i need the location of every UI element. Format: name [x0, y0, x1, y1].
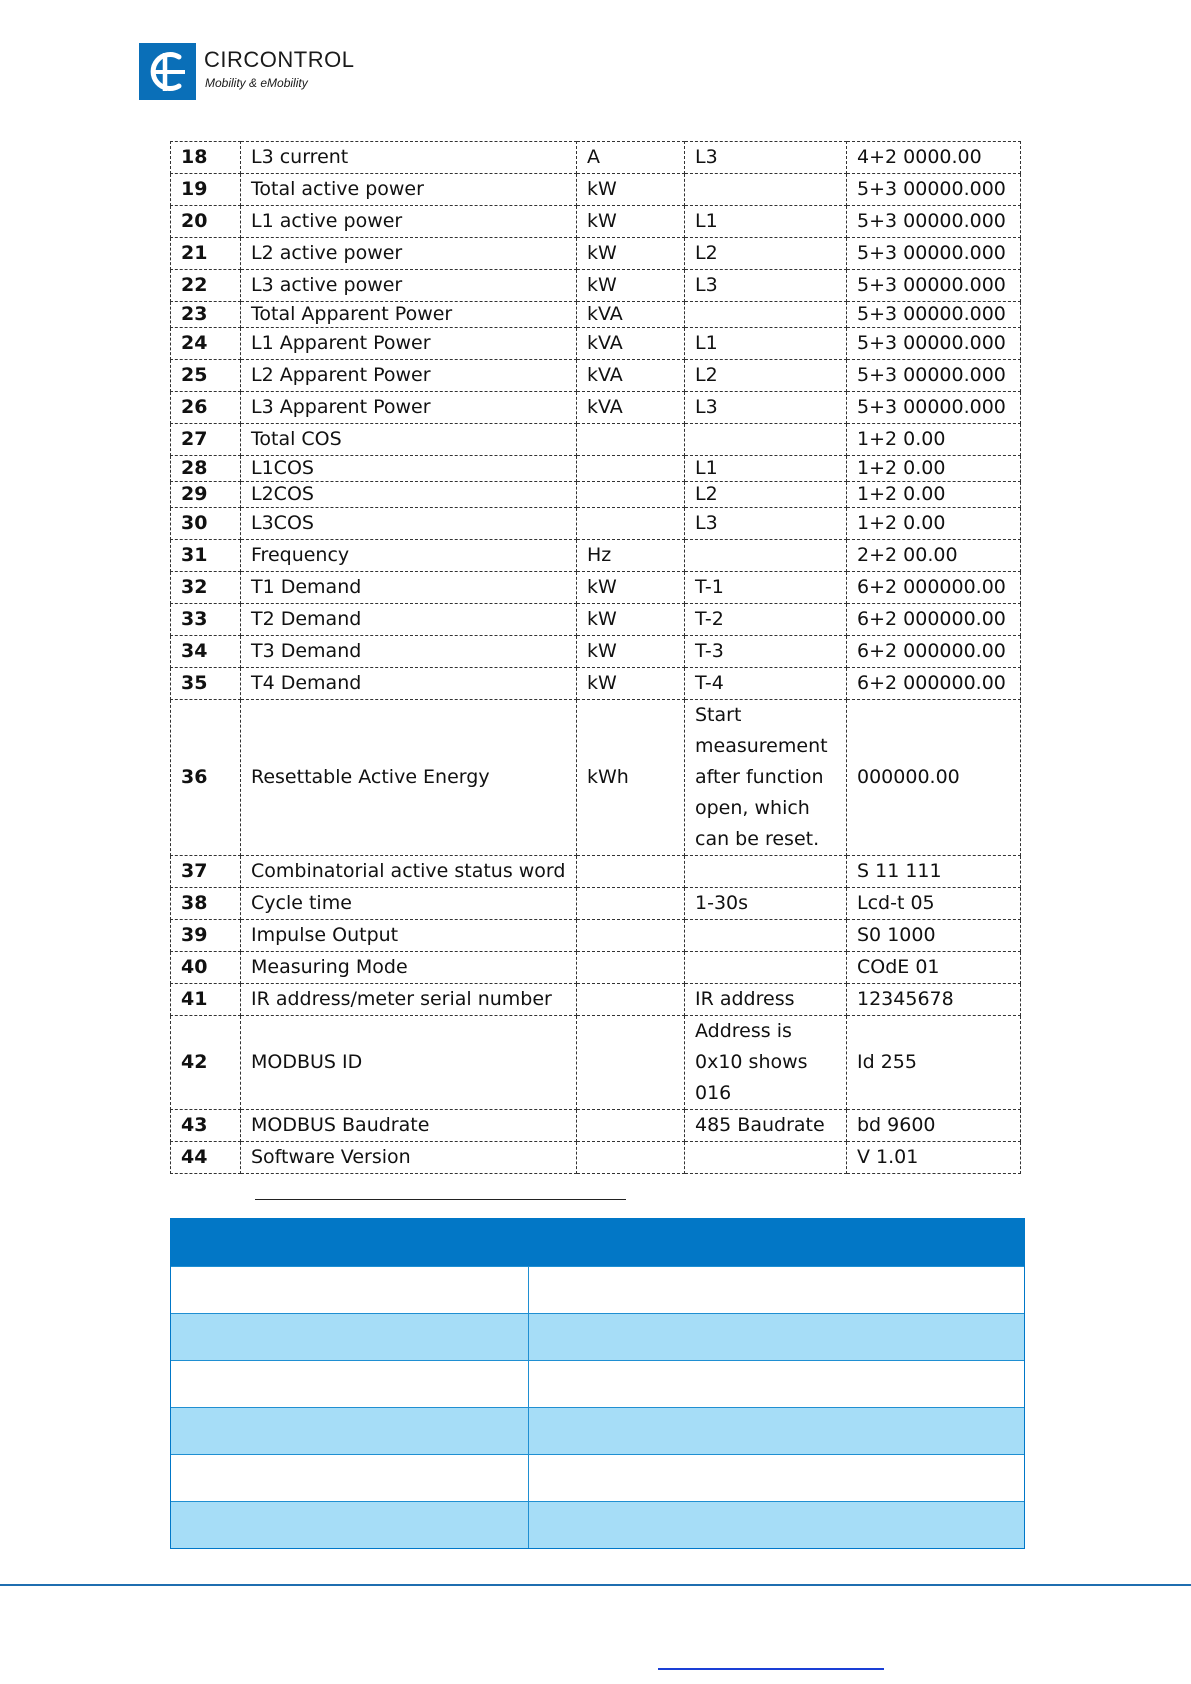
blue-table-header: [171, 1219, 1024, 1266]
register-number: 25: [171, 360, 241, 392]
table-row: [171, 238, 1021, 270]
register-phase: [685, 952, 847, 984]
blue-table-row: [171, 1407, 1024, 1454]
register-phase: L2: [685, 482, 847, 508]
blue-table-cell: [529, 1408, 1024, 1454]
register-unit: A: [577, 142, 685, 174]
section-rule: [255, 1199, 626, 1200]
register-phase: L1: [685, 456, 847, 482]
register-description: Software Version: [241, 1142, 577, 1174]
register-unit: [577, 1142, 685, 1174]
register-description: L1 Apparent Power: [241, 328, 577, 360]
register-description: Frequency: [241, 540, 577, 572]
table-row: [171, 174, 1021, 206]
blue-table-cell: [171, 1455, 529, 1501]
blue-table-cell: [529, 1361, 1024, 1407]
register-description: Impulse Output: [241, 920, 577, 952]
register-description: Combinatorial active status word: [241, 856, 577, 888]
register-format: 4+2 0000.00: [847, 142, 1021, 174]
register-format: 5+3 00000.000: [847, 238, 1021, 270]
register-unit: [577, 1016, 685, 1110]
register-format: 12345678: [847, 984, 1021, 1016]
register-description: L2 active power: [241, 238, 577, 270]
table-row: [171, 302, 1021, 328]
register-unit: [577, 482, 685, 508]
table-row: [171, 424, 1021, 456]
table-row: [171, 952, 1021, 984]
register-description: L2COS: [241, 482, 577, 508]
register-description: L1 active power: [241, 206, 577, 238]
register-phase: T-3: [685, 636, 847, 668]
register-number: 42: [171, 1016, 241, 1110]
blue-table-cell: [529, 1502, 1024, 1548]
register-unit: kVA: [577, 360, 685, 392]
register-number: 44: [171, 1142, 241, 1174]
register-unit: [577, 856, 685, 888]
register-number: 27: [171, 424, 241, 456]
register-unit: [577, 984, 685, 1016]
brand-tagline: Mobility & eMobility: [205, 76, 308, 90]
register-format: 5+3 00000.000: [847, 206, 1021, 238]
register-number: 32: [171, 572, 241, 604]
register-description: Total COS: [241, 424, 577, 456]
register-unit: kW: [577, 604, 685, 636]
brand-name: CIRCONTROL: [204, 47, 355, 72]
register-description: L1COS: [241, 456, 577, 482]
register-format: 6+2 000000.00: [847, 604, 1021, 636]
register-number: 18: [171, 142, 241, 174]
register-unit: kVA: [577, 392, 685, 424]
register-number: 29: [171, 482, 241, 508]
register-phase: L3: [685, 392, 847, 424]
register-number: 34: [171, 636, 241, 668]
register-phase: L1: [685, 328, 847, 360]
table-row: [171, 668, 1021, 700]
blue-table-cell: [529, 1267, 1024, 1313]
register-number: 30: [171, 508, 241, 540]
table-row: [171, 572, 1021, 604]
register-format: 6+2 000000.00: [847, 636, 1021, 668]
register-number: 26: [171, 392, 241, 424]
register-unit: Hz: [577, 540, 685, 572]
register-phase: T-2: [685, 604, 847, 636]
register-number: 33: [171, 604, 241, 636]
register-unit: [577, 508, 685, 540]
register-description: L3 active power: [241, 270, 577, 302]
register-format: 5+3 00000.000: [847, 302, 1021, 328]
register-unit: kVA: [577, 302, 685, 328]
register-table: [170, 141, 1021, 1174]
blue-table-cell: [529, 1314, 1024, 1360]
register-description: T1 Demand: [241, 572, 577, 604]
table-row: [171, 508, 1021, 540]
register-description: Measuring Mode: [241, 952, 577, 984]
register-number: 19: [171, 174, 241, 206]
blue-table-cell: [529, 1455, 1024, 1501]
register-phase: 1-30s: [685, 888, 847, 920]
table-row: [171, 270, 1021, 302]
register-number: 40: [171, 952, 241, 984]
register-format: 1+2 0.00: [847, 508, 1021, 540]
blue-table-row: [171, 1313, 1024, 1360]
register-unit: [577, 1110, 685, 1142]
blue-table-row: [171, 1501, 1024, 1548]
register-number: 37: [171, 856, 241, 888]
register-number: 43: [171, 1110, 241, 1142]
register-phase: [685, 540, 847, 572]
register-description: L3 current: [241, 142, 577, 174]
register-number: 23: [171, 302, 241, 328]
register-format: 1+2 0.00: [847, 482, 1021, 508]
register-unit: [577, 952, 685, 984]
register-unit: kW: [577, 238, 685, 270]
register-phase: Start measurement after function open, which can be reset.: [685, 700, 847, 856]
register-phase: T-4: [685, 668, 847, 700]
register-number: 36: [171, 700, 241, 856]
register-unit: kW: [577, 206, 685, 238]
register-number: 24: [171, 328, 241, 360]
register-format: bd 9600: [847, 1110, 1021, 1142]
register-unit: [577, 424, 685, 456]
blue-table-cell: [171, 1267, 529, 1313]
table-row: [171, 700, 1021, 856]
table-row: [171, 1142, 1021, 1174]
table-row: [171, 920, 1021, 952]
register-number: 38: [171, 888, 241, 920]
register-unit: kW: [577, 270, 685, 302]
blue-table-cell: [171, 1361, 529, 1407]
table-row: [171, 604, 1021, 636]
blue-table-cell: [171, 1408, 529, 1454]
register-description: L2 Apparent Power: [241, 360, 577, 392]
register-phase: IR address: [685, 984, 847, 1016]
register-phase: [685, 920, 847, 952]
register-phase: [685, 174, 847, 206]
blue-table-row: [171, 1266, 1024, 1313]
table-row: [171, 360, 1021, 392]
register-phase: T-1: [685, 572, 847, 604]
table-row: [171, 328, 1021, 360]
register-number: 20: [171, 206, 241, 238]
register-unit: [577, 456, 685, 482]
register-number: 39: [171, 920, 241, 952]
register-format: 1+2 0.00: [847, 424, 1021, 456]
blue-table-row: [171, 1360, 1024, 1407]
register-format: 6+2 000000.00: [847, 572, 1021, 604]
register-format: 5+3 00000.000: [847, 174, 1021, 206]
table-row: [171, 888, 1021, 920]
blue-table-cell: [171, 1502, 529, 1548]
table-row: [171, 1110, 1021, 1142]
register-format: 5+3 00000.000: [847, 360, 1021, 392]
table-row: [171, 1016, 1021, 1110]
table-row: [171, 636, 1021, 668]
register-format: 2+2 00.00: [847, 540, 1021, 572]
table-row: [171, 456, 1021, 482]
table-row: [171, 392, 1021, 424]
footer-divider: [0, 1584, 1191, 1586]
register-format: V 1.01: [847, 1142, 1021, 1174]
register-description: Total Apparent Power: [241, 302, 577, 328]
register-unit: kW: [577, 174, 685, 206]
register-unit: kVA: [577, 328, 685, 360]
register-number: 21: [171, 238, 241, 270]
register-phase: [685, 1142, 847, 1174]
table-row: [171, 142, 1021, 174]
register-description: IR address/meter serial number: [241, 984, 577, 1016]
register-unit: kW: [577, 668, 685, 700]
circontrol-logo-icon: [139, 43, 196, 100]
register-format: 5+3 00000.000: [847, 328, 1021, 360]
register-phase: L3: [685, 142, 847, 174]
register-description: T3 Demand: [241, 636, 577, 668]
register-phase: [685, 424, 847, 456]
register-number: 35: [171, 668, 241, 700]
register-description: T2 Demand: [241, 604, 577, 636]
register-format: 1+2 0.00: [847, 456, 1021, 482]
footer-link-underline[interactable]: [658, 1668, 884, 1670]
register-unit: [577, 888, 685, 920]
register-format: 6+2 000000.00: [847, 668, 1021, 700]
blue-table: [170, 1218, 1025, 1549]
register-description: Resettable Active Energy: [241, 700, 577, 856]
register-phase: [685, 302, 847, 328]
register-description: Cycle time: [241, 888, 577, 920]
register-format: 5+3 00000.000: [847, 270, 1021, 302]
register-format: S 11 111: [847, 856, 1021, 888]
register-phase: [685, 856, 847, 888]
register-phase: L2: [685, 238, 847, 270]
blue-table-cell: [171, 1314, 529, 1360]
table-row: [171, 540, 1021, 572]
register-format: Id 255: [847, 1016, 1021, 1110]
blue-table-row: [171, 1454, 1024, 1501]
register-phase: L3: [685, 508, 847, 540]
table-row: [171, 482, 1021, 508]
register-description: MODBUS Baudrate: [241, 1110, 577, 1142]
register-phase: L1: [685, 206, 847, 238]
register-description: L3COS: [241, 508, 577, 540]
register-number: 31: [171, 540, 241, 572]
table-row: [171, 984, 1021, 1016]
register-description: T4 Demand: [241, 668, 577, 700]
register-description: MODBUS ID: [241, 1016, 577, 1110]
register-number: 41: [171, 984, 241, 1016]
register-format: S0 1000: [847, 920, 1021, 952]
register-unit: kW: [577, 572, 685, 604]
register-format: Lcd-t 05: [847, 888, 1021, 920]
register-number: 28: [171, 456, 241, 482]
register-format: 000000.00: [847, 700, 1021, 856]
register-unit: kW: [577, 636, 685, 668]
register-phase: L2: [685, 360, 847, 392]
company-logo: [139, 43, 355, 103]
register-phase: L3: [685, 270, 847, 302]
register-description: L3 Apparent Power: [241, 392, 577, 424]
register-format: 5+3 00000.000: [847, 392, 1021, 424]
register-number: 22: [171, 270, 241, 302]
table-row: [171, 206, 1021, 238]
register-phase: 485 Baudrate: [685, 1110, 847, 1142]
table-row: [171, 856, 1021, 888]
register-unit: [577, 920, 685, 952]
register-format: COdE 01: [847, 952, 1021, 984]
register-unit: kWh: [577, 700, 685, 856]
register-phase: Address is 0x10 shows 016: [685, 1016, 847, 1110]
register-description: Total active power: [241, 174, 577, 206]
